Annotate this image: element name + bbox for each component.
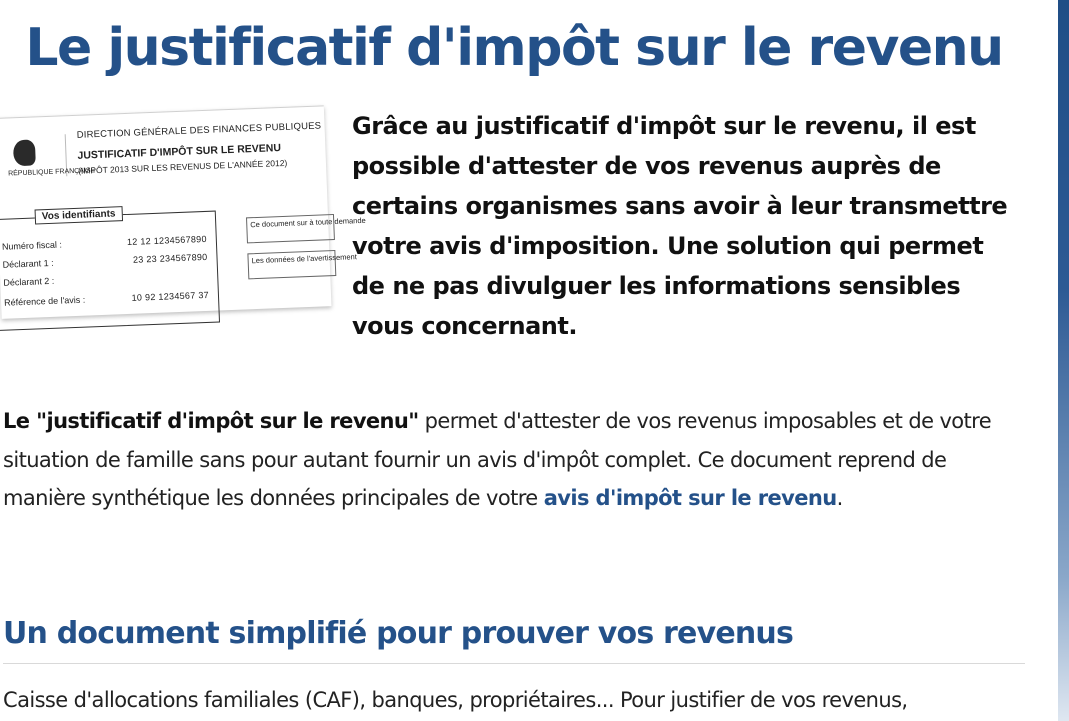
identifiers-box-title: Vos identifiants (35, 206, 123, 224)
document-image (0, 108, 366, 340)
document-sheet (0, 105, 366, 319)
identifier-label: Numéro fiscal : (1, 239, 63, 252)
identifier-label: Référence de l'avis : (3, 294, 86, 308)
identifier-row (1, 233, 207, 252)
identifier-label: Déclarant 2 : (3, 275, 55, 288)
document-header: DIRECTION GÉNÉRALE DES FINANCES PUBLIQUES (76, 120, 322, 141)
page-title: Le justificatif d'impôt sur le revenu (25, 18, 1003, 78)
identifier-value: 23 23 234567890 (132, 251, 208, 265)
intro-paragraph (3, 402, 1013, 518)
identifier-row (3, 270, 208, 288)
intro-strong: Le "justificatif d'impôt sur le revenu" (3, 409, 419, 433)
identifier-row (3, 289, 210, 308)
scrollbar-track[interactable] (1058, 0, 1069, 721)
document-subtitle: (IMPÔT 2013 SUR LES REVENUS DE L'ANNÉE 2012) (77, 157, 288, 176)
identifiers-box (0, 208, 220, 331)
document-note: Ce document sur à toute demande (246, 214, 335, 243)
identifier-value: 12 12 1234567890 (126, 233, 207, 247)
intro-text-end: . (836, 486, 843, 510)
section-paragraph: Caisse d'allocations familiales (CAF), banques, propriétaires... Pour justifier de vos revenus, (3, 688, 908, 712)
seal-text: RÉPUBLIQUE FRANÇAISE (8, 167, 96, 178)
intro-text: permet d'attester de vos revenus imposables et de votre situation de famille sans pour autant fournir un avis d'impôt complet. Ce document reprend de manière synthétique les données principales de votre (3, 409, 992, 510)
lead-paragraph: Grâce au justificatif d'impôt sur le revenu, il est possible d'attester de vos revenus auprès de certains organismes sans avoir à leur transmettre votre avis d'imposition. Une solution qui permet de ne pas divulguer les informations sensibles vous concernant. (352, 112, 1008, 340)
marianne-icon (13, 139, 36, 166)
divider (3, 663, 1025, 664)
section-heading: Un document simplifié pour prouver vos revenus (3, 616, 794, 651)
document-note: Les données de l'avertissement (247, 250, 336, 279)
marianne-logo (5, 134, 96, 178)
identifier-row (2, 251, 208, 270)
avis-impot-link[interactable]: avis d'impôt sur le revenu (543, 486, 837, 510)
identifier-label: Déclarant 1 : (2, 257, 54, 270)
identifier-value: 10 92 1234567 37 (131, 289, 210, 303)
document-title: JUSTIFICATIF D'IMPÔT SUR LE REVENU (77, 142, 282, 162)
